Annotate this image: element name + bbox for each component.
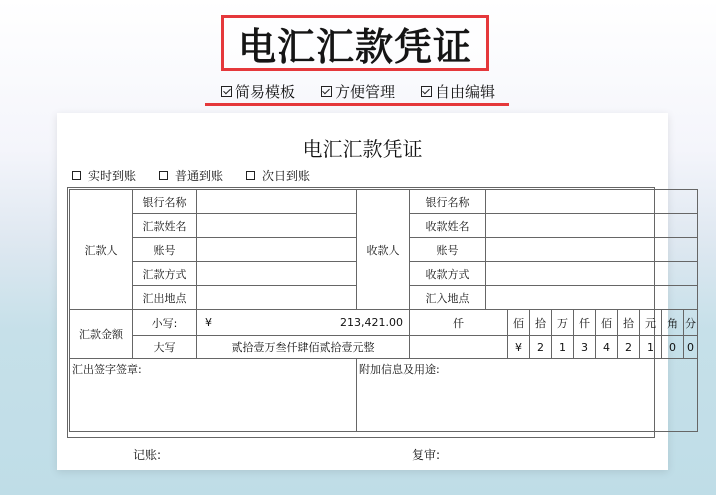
- option-label: 普通到账: [175, 169, 224, 183]
- bookkeeper-label: 记账:: [133, 448, 162, 462]
- amount-uppercase-label: 大写: [133, 336, 197, 359]
- remarks-label: 附加信息及用途:: [359, 363, 440, 376]
- option-realtime[interactable]: [72, 167, 136, 184]
- payee-name-field[interactable]: [486, 214, 698, 238]
- payee-field-label: 银行名称: [410, 190, 486, 214]
- digit-value[interactable]: 2: [530, 336, 552, 359]
- remitter-field-label: 汇款姓名: [133, 214, 197, 238]
- digit-unit: 分: [684, 310, 698, 336]
- option-label: 次日到账: [262, 169, 311, 183]
- payee-field-label: 收款方式: [410, 262, 486, 286]
- payee-destination-field[interactable]: [486, 286, 698, 310]
- amount-lowercase-value: 213,421.00: [340, 316, 403, 329]
- digit-unit: 角: [662, 310, 684, 336]
- payee-account-field[interactable]: [486, 238, 698, 262]
- remarks-area[interactable]: [357, 359, 698, 432]
- feature-list: [221, 80, 495, 102]
- remitter-bank-name-field[interactable]: [197, 190, 357, 214]
- remitter-section-label: 汇款人: [70, 190, 133, 310]
- digit-value[interactable]: 4: [596, 336, 618, 359]
- feature-item: [421, 81, 495, 102]
- digit-value[interactable]: 2: [618, 336, 640, 359]
- digit-unit: 拾: [618, 310, 640, 336]
- remitter-name-field[interactable]: [197, 214, 357, 238]
- voucher-document: [57, 113, 697, 470]
- remitter-method-field[interactable]: [197, 262, 357, 286]
- payee-field-label: 汇入地点: [410, 286, 486, 310]
- feature-label: 方便管理: [334, 82, 395, 101]
- digit-value[interactable]: 0: [684, 336, 698, 359]
- digit-unit: 拾: [530, 310, 552, 336]
- payee-section-label: 收款人: [357, 190, 410, 310]
- feature-label: 自由编辑: [434, 82, 495, 101]
- checkbox-empty-icon[interactable]: [246, 171, 255, 180]
- remitter-field-label: 汇款方式: [133, 262, 197, 286]
- feature-label: 简易模板: [235, 82, 296, 101]
- remitter-field-label: 账号: [133, 238, 197, 262]
- checkbox-empty-icon[interactable]: [72, 171, 81, 180]
- checkbox-empty-icon[interactable]: [159, 171, 168, 180]
- remitter-field-label: 汇出地点: [133, 286, 197, 310]
- currency-symbol: ¥: [205, 316, 212, 329]
- digit-value[interactable]: ¥: [508, 336, 530, 359]
- digit-value[interactable]: 1: [640, 336, 662, 359]
- option-label: 实时到账: [88, 169, 137, 183]
- digit-value[interactable]: 0: [662, 336, 684, 359]
- digit-unit: 佰: [596, 310, 618, 336]
- reviewer-label: 复审:: [412, 448, 441, 462]
- remitter-signature-area[interactable]: [70, 359, 357, 432]
- document-title: 电汇汇款凭证: [302, 137, 423, 161]
- checkbox-checked-icon: [221, 86, 232, 97]
- remitter-signature-label: 汇出签字签章:: [72, 363, 142, 376]
- payee-method-field[interactable]: [486, 262, 698, 286]
- transfer-options: [72, 167, 333, 184]
- digit-value[interactable]: 3: [574, 336, 596, 359]
- remitter-account-field[interactable]: [197, 238, 357, 262]
- checkbox-checked-icon: [321, 86, 332, 97]
- amount-lowercase-label: 小写:: [133, 310, 197, 336]
- digit-value[interactable]: 1: [552, 336, 574, 359]
- voucher-table: [69, 189, 698, 432]
- amount-label: 汇款金额: [70, 310, 133, 359]
- banner-underline: [205, 103, 509, 106]
- amount-uppercase-value[interactable]: 贰拾壹万叁仟肆佰贰拾壹元整: [197, 336, 410, 359]
- checkbox-checked-icon: [421, 86, 432, 97]
- digit-unit: 佰: [508, 310, 530, 336]
- feature-item: [321, 81, 395, 102]
- digit-unit: 元: [640, 310, 662, 336]
- remitter-field-label: 银行名称: [133, 190, 197, 214]
- banner-title: 电汇汇款凭证: [221, 15, 489, 71]
- digit-unit: 仟: [410, 310, 508, 336]
- payee-bank-name-field[interactable]: [486, 190, 698, 214]
- payee-field-label: 收款姓名: [410, 214, 486, 238]
- digit-value[interactable]: [410, 336, 508, 359]
- payee-field-label: 账号: [410, 238, 486, 262]
- remitter-origin-field[interactable]: [197, 286, 357, 310]
- digit-unit: 万: [552, 310, 574, 336]
- option-normal[interactable]: [159, 167, 223, 184]
- option-next-day[interactable]: [246, 167, 310, 184]
- feature-item: [221, 81, 295, 102]
- amount-lowercase-field[interactable]: [197, 310, 410, 336]
- digit-unit: 仟: [574, 310, 596, 336]
